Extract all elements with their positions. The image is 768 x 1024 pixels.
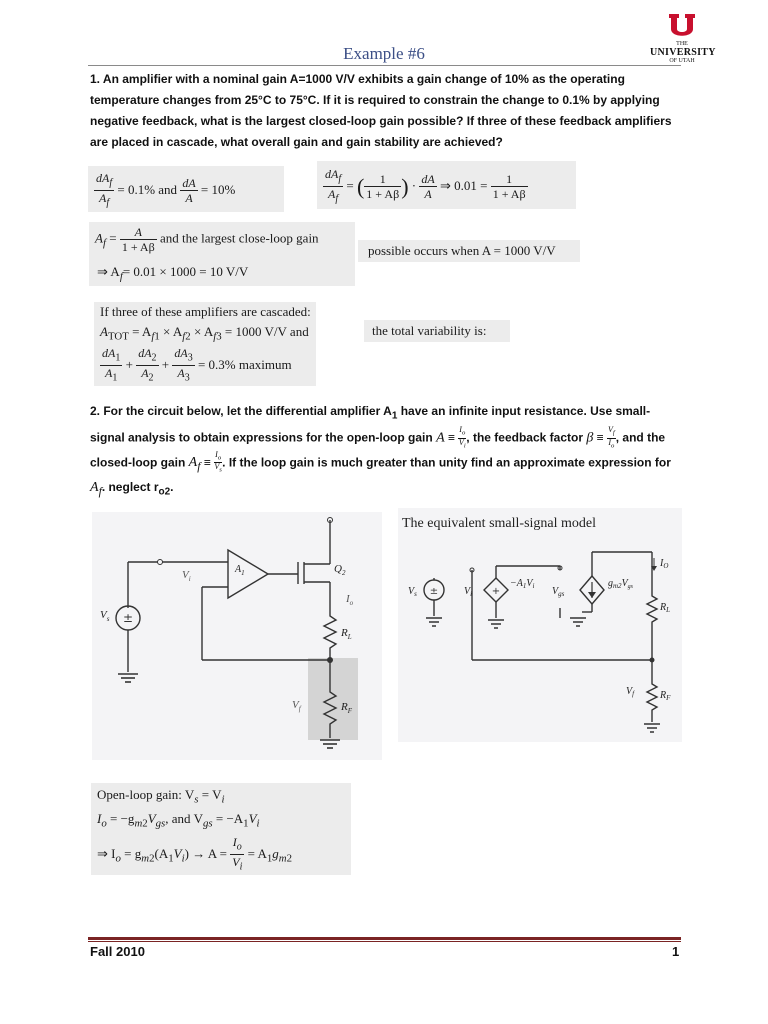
university-logo (650, 14, 714, 65)
svg-text:Vs: $V_s$ (100, 609, 110, 623)
problem-1-text: 1. An amplifier with a nominal gain A=1000 V/V exhibits a gain change of 10% as the operating temperature changes from 25°C to 75°C. If it is required to constrain the change to 0.1% by applying negative feedback, what is the largest closed-loop gain possible? If three of these feedback amplifiers are placed in cascade, what overall gain and gain stability are achieved? (90, 72, 672, 149)
svg-text:RF: $R_F$ (341, 701, 353, 715)
svg-text:RL: $R_L$ (660, 602, 671, 614)
logo-university: UNIVERSITY (650, 47, 716, 58)
svg-text:Vs: $V_s$ (408, 586, 417, 598)
equation-box-1 (88, 166, 284, 212)
svg-text:±: ± (122, 611, 134, 625)
equation-box-5: If three of these amplifiers are cascaded: $A_{TOT} = A_{f1} \times A_{f2} \times A_{f3} = 1000$ V/V and $\frac{dA_1}{A_1}$ + $\frac{dA_2}{A_2}$ + $\frac{dA_3}{A_3}$ = 0.3% maximum (94, 302, 316, 386)
box3-text: and the largest close-loop gain (159, 230, 319, 246)
svg-text:±: ± (429, 586, 439, 597)
problem-2-text: 2. For the circuit below, let the differential amplifier $A_1$ have an infinite input resistance. Use small-signal analysis to obtain expressions for the open-loop gain A ≡ $\frac{I_o}{V_i}$ , the feedback factor β ≡ $\frac{V_f}{I_o}$ , and the closed-loop gain $A_f$ ≡ $\frac{I_o}{V_s}$ . If the loop gain is much greater than unity find an approximate expression for $A_f$. neglect $r_{o2}$. (90, 404, 671, 498)
equation-box-open-loop: Open-loop gain: $V_s = V_i$ $I_o = -g_{m2}V_{gs}$, and $V_{gs} = -A_1V_i$ ⇒ $I_o = g_{m2}(A_1V_i) \to A$ = $\frac{I_o}{V_i}$ = $A_1g_{m2}$ (91, 783, 351, 875)
svg-text:Vi: $V_i$ (182, 569, 191, 583)
page-title: Example #6 (343, 44, 425, 63)
logo-the: THE (676, 41, 688, 47)
equation-box-6: the total variability is: (364, 320, 510, 342)
svg-text:Vf: $V_f$ (626, 686, 635, 698)
circuit-diagram-feedback-amplifier (92, 512, 382, 760)
frac-daf-af: $dA_f$ $A_f$ (96, 171, 113, 209)
eq-arrow: ⇒ 0.01 = (439, 177, 488, 193)
svg-text:RF: $R_F$ (660, 690, 671, 702)
header-rule (88, 65, 681, 66)
eq-text-1: = 0.1% and (117, 181, 178, 197)
svg-text:+: + (491, 586, 501, 597)
equation-box-3: $A_f$ = $\frac{A}{1 + A\beta}$ and the largest close-loop gain ⇒ $A_f= 0.01 \times 1000 = 10$ V/V (89, 222, 355, 286)
equation-box-4: possible occurs when A = 1000 V/V (358, 240, 580, 262)
equation-box-2: $dA_f$ $A_f$ = ( $\frac{1}{1 + A\beta}$ ) · $\frac{dA}{A}$ ⇒ 0.01 = $\frac{1}{1 + A\beta}$ (317, 161, 576, 209)
svg-text:Q2: $Q_2$ (334, 563, 346, 577)
svg-text:A1: $A_1$ (235, 564, 245, 577)
logo-of-utah: OF UTAH (669, 58, 695, 64)
circuit-diagram-small-signal-model (398, 508, 682, 742)
footer-term: Fall 2010 (90, 944, 145, 959)
svg-text:Vgs: $V_{gs}$ (552, 586, 565, 598)
page-number: 1 (672, 944, 680, 959)
svg-text:gm2Vgs: $g_{m2}V_{gs}$ (608, 578, 634, 590)
frac-da-a: $\frac{dA}{A}$ (182, 176, 196, 206)
svg-text:Vi: $V_i$ (464, 586, 473, 598)
frac-one-over: $\frac{1}{1 + A\beta}$ (366, 172, 400, 202)
svg-text:Vf: $V_f$ (292, 699, 301, 713)
circuit2-title: The equivalent small-signal model (402, 516, 597, 531)
eq-text-2: = 10% (200, 181, 236, 197)
svg-text:−A1Vi: $-A_1V_i$ (510, 578, 535, 590)
footer-rule (88, 937, 681, 940)
svg-text:RL: $R_L$ (341, 627, 352, 641)
svg-text:Io: $I_o$ (346, 593, 354, 607)
utah-u-icon (667, 14, 697, 40)
svg-text:IO: $I_O$ (660, 558, 669, 570)
